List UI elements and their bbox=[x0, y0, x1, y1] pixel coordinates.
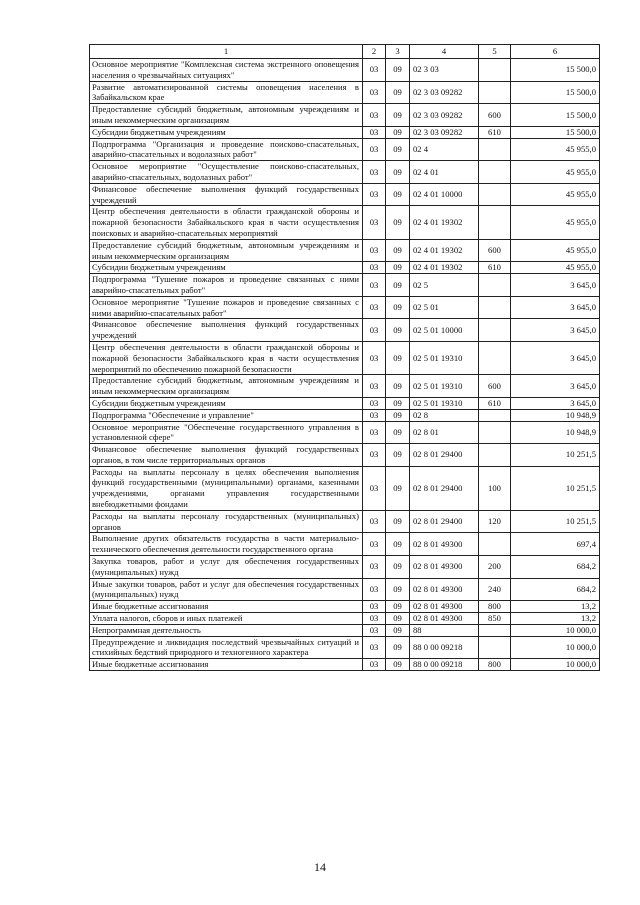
table-row bbox=[90, 81, 600, 104]
row-target-article: 02 8 01 49300 bbox=[410, 556, 479, 579]
row-name: Субсидии бюджетным учреждениям bbox=[90, 397, 363, 409]
row-target-article: 02 8 01 49300 bbox=[410, 613, 479, 625]
row-expense-type bbox=[479, 138, 511, 161]
row-amount: 3 645,0 bbox=[511, 341, 600, 374]
row-name: Субсидии бюджетным учреждениям bbox=[90, 126, 363, 138]
table-row bbox=[90, 397, 600, 409]
row-subsection: 09 bbox=[386, 444, 410, 467]
header-col-5: 5 bbox=[479, 45, 511, 59]
row-name: Центр обеспечения деятельности в области гражданской обороны и пожарной безопасности Забайкальского края в части осуществления поисковых и аварийно-спасательных мероприятий bbox=[90, 206, 363, 239]
table-row bbox=[90, 636, 600, 659]
row-name: Центр обеспечения деятельности в области гражданской обороны и пожарной безопасности Забайкальского края в части осуществления мероприятий по обеспечению пожарной безопасности bbox=[90, 341, 363, 374]
row-subsection: 09 bbox=[386, 533, 410, 556]
row-expense-type bbox=[479, 206, 511, 239]
row-target-article: 02 4 01 bbox=[410, 161, 479, 184]
budget-table bbox=[89, 44, 600, 671]
table-row bbox=[90, 296, 600, 319]
row-section: 03 bbox=[363, 397, 386, 409]
row-expense-type: 610 bbox=[479, 397, 511, 409]
row-name: Субсидии бюджетным учреждениям bbox=[90, 262, 363, 274]
row-subsection: 09 bbox=[386, 556, 410, 579]
row-section: 03 bbox=[363, 206, 386, 239]
row-name: Подпрограмма "Обеспечение и управление" bbox=[90, 409, 363, 421]
row-section: 03 bbox=[363, 239, 386, 262]
row-subsection: 09 bbox=[386, 341, 410, 374]
row-subsection: 09 bbox=[386, 636, 410, 659]
table-row bbox=[90, 239, 600, 262]
table-row bbox=[90, 601, 600, 613]
row-amount: 3 645,0 bbox=[511, 397, 600, 409]
row-target-article: 02 4 bbox=[410, 138, 479, 161]
row-section: 03 bbox=[363, 274, 386, 297]
row-expense-type: 610 bbox=[479, 262, 511, 274]
row-section: 03 bbox=[363, 341, 386, 374]
row-section: 03 bbox=[363, 375, 386, 398]
row-target-article: 02 4 01 19302 bbox=[410, 262, 479, 274]
row-amount: 10 948,9 bbox=[511, 409, 600, 421]
row-expense-type bbox=[479, 274, 511, 297]
row-section: 03 bbox=[363, 126, 386, 138]
row-name: Финансовое обеспечение выполнения функций государственных учреждений bbox=[90, 319, 363, 342]
row-section: 03 bbox=[363, 421, 386, 444]
row-expense-type: 850 bbox=[479, 613, 511, 625]
row-subsection: 09 bbox=[386, 466, 410, 510]
row-section: 03 bbox=[363, 556, 386, 579]
row-amount: 3 645,0 bbox=[511, 296, 600, 319]
row-name: Финансовое обеспечение выполнения функций государственных органов, в том числе территориальных органов bbox=[90, 444, 363, 467]
table-row bbox=[90, 262, 600, 274]
row-section: 03 bbox=[363, 81, 386, 104]
row-subsection: 09 bbox=[386, 421, 410, 444]
row-subsection: 09 bbox=[386, 601, 410, 613]
row-subsection: 09 bbox=[386, 126, 410, 138]
row-subsection: 09 bbox=[386, 59, 410, 82]
table-row bbox=[90, 510, 600, 533]
row-target-article: 02 3 03 09282 bbox=[410, 81, 479, 104]
row-target-article: 02 4 01 10000 bbox=[410, 183, 479, 206]
row-name: Основное мероприятие "Осуществление поисково-спасательных, аварийно-спасательных, водолазных работ" bbox=[90, 161, 363, 184]
row-section: 03 bbox=[363, 319, 386, 342]
row-name: Иные бюджетные ассигнования bbox=[90, 601, 363, 613]
row-amount: 45 955,0 bbox=[511, 239, 600, 262]
row-amount: 10 948,9 bbox=[511, 421, 600, 444]
row-target-article: 02 5 01 bbox=[410, 296, 479, 319]
row-target-article: 88 0 00 09218 bbox=[410, 659, 479, 671]
row-name: Предоставление субсидий бюджетным, автономным учреждениям и иным некоммерческим организациям bbox=[90, 239, 363, 262]
row-subsection: 09 bbox=[386, 510, 410, 533]
table-row bbox=[90, 624, 600, 636]
row-amount: 684,2 bbox=[511, 556, 600, 579]
row-name: Основное мероприятие "Комплексная система экстренного оповещения населения о чрезвычайных ситуациях" bbox=[90, 59, 363, 82]
row-name: Расходы на выплаты персоналу государственных (муниципальных) органов bbox=[90, 510, 363, 533]
row-name: Предоставление субсидий бюджетным, автономным учреждениям и иным некоммерческим организациям bbox=[90, 375, 363, 398]
table-row bbox=[90, 409, 600, 421]
row-expense-type bbox=[479, 421, 511, 444]
row-amount: 45 955,0 bbox=[511, 206, 600, 239]
row-expense-type bbox=[479, 409, 511, 421]
row-section: 03 bbox=[363, 636, 386, 659]
row-amount: 3 645,0 bbox=[511, 274, 600, 297]
budget-table-sheet bbox=[89, 44, 599, 671]
row-target-article: 02 8 01 29400 bbox=[410, 444, 479, 467]
row-section: 03 bbox=[363, 409, 386, 421]
table-row bbox=[90, 138, 600, 161]
row-name: Основное мероприятие "Тушение пожаров и проведение связанных с ними аварийно-спасательных работ" bbox=[90, 296, 363, 319]
row-amount: 45 955,0 bbox=[511, 161, 600, 184]
row-name: Иные бюджетные ассигнования bbox=[90, 659, 363, 671]
row-subsection: 09 bbox=[386, 161, 410, 184]
table-row bbox=[90, 375, 600, 398]
row-subsection: 09 bbox=[386, 138, 410, 161]
row-section: 03 bbox=[363, 613, 386, 625]
row-name: Развитие автоматизированной системы оповещения населения в Забайкальском крае bbox=[90, 81, 363, 104]
table-row bbox=[90, 556, 600, 579]
row-amount: 684,2 bbox=[511, 578, 600, 601]
table-row bbox=[90, 341, 600, 374]
row-expense-type bbox=[479, 636, 511, 659]
row-target-article: 02 8 bbox=[410, 409, 479, 421]
row-target-article: 02 8 01 49300 bbox=[410, 533, 479, 556]
row-section: 03 bbox=[363, 183, 386, 206]
row-target-article: 88 0 00 09218 bbox=[410, 636, 479, 659]
row-expense-type: 600 bbox=[479, 104, 511, 127]
header-col-4: 4 bbox=[410, 45, 479, 59]
row-section: 03 bbox=[363, 624, 386, 636]
table-row bbox=[90, 274, 600, 297]
row-expense-type bbox=[479, 341, 511, 374]
row-section: 03 bbox=[363, 601, 386, 613]
row-expense-type: 600 bbox=[479, 239, 511, 262]
row-target-article: 02 3 03 bbox=[410, 59, 479, 82]
row-target-article: 02 5 bbox=[410, 274, 479, 297]
table-row bbox=[90, 444, 600, 467]
row-amount: 10 000,0 bbox=[511, 659, 600, 671]
row-amount: 3 645,0 bbox=[511, 319, 600, 342]
table-row bbox=[90, 104, 600, 127]
header-col-3: 3 bbox=[386, 45, 410, 59]
row-target-article: 02 5 01 19310 bbox=[410, 375, 479, 398]
row-name: Закупка товаров, работ и услуг для обеспечения государственных (муниципальных) нужд bbox=[90, 556, 363, 579]
row-expense-type: 610 bbox=[479, 126, 511, 138]
table-header-row bbox=[90, 45, 600, 59]
row-subsection: 09 bbox=[386, 409, 410, 421]
page-number: 14 bbox=[314, 860, 326, 874]
row-amount: 10 000,0 bbox=[511, 636, 600, 659]
row-subsection: 09 bbox=[386, 262, 410, 274]
row-expense-type: 600 bbox=[479, 375, 511, 398]
header-col-1: 1 bbox=[90, 45, 363, 59]
row-name: Подпрограмма "Организация и проведение поисково-спасательных, аварийно-спасательных и водолазных работ" bbox=[90, 138, 363, 161]
row-target-article: 02 8 01 bbox=[410, 421, 479, 444]
table-row bbox=[90, 466, 600, 510]
row-target-article: 02 3 03 09282 bbox=[410, 126, 479, 138]
header-col-2: 2 bbox=[363, 45, 386, 59]
row-amount: 45 955,0 bbox=[511, 138, 600, 161]
row-expense-type bbox=[479, 161, 511, 184]
row-section: 03 bbox=[363, 659, 386, 671]
row-section: 03 bbox=[363, 296, 386, 319]
row-expense-type: 800 bbox=[479, 601, 511, 613]
row-section: 03 bbox=[363, 161, 386, 184]
table-row bbox=[90, 659, 600, 671]
row-amount: 13,2 bbox=[511, 601, 600, 613]
row-expense-type: 100 bbox=[479, 466, 511, 510]
table-row bbox=[90, 319, 600, 342]
header-col-6: 6 bbox=[511, 45, 600, 59]
row-expense-type bbox=[479, 59, 511, 82]
table-row bbox=[90, 613, 600, 625]
row-name: Основное мероприятие "Обеспечение государственного управления в установленной сфере" bbox=[90, 421, 363, 444]
row-expense-type bbox=[479, 624, 511, 636]
row-amount: 15 500,0 bbox=[511, 104, 600, 127]
row-amount: 10 251,5 bbox=[511, 444, 600, 467]
row-name: Непрограммная деятельность bbox=[90, 624, 363, 636]
row-subsection: 09 bbox=[386, 397, 410, 409]
row-amount: 13,2 bbox=[511, 613, 600, 625]
row-subsection: 09 bbox=[386, 104, 410, 127]
row-target-article: 02 3 03 09282 bbox=[410, 104, 479, 127]
row-target-article: 02 5 01 19310 bbox=[410, 397, 479, 409]
row-subsection: 09 bbox=[386, 375, 410, 398]
row-section: 03 bbox=[363, 533, 386, 556]
table-body bbox=[90, 59, 600, 671]
row-name: Выполнение других обязательств государства в части материально-технического обеспечения деятельности государственного органа bbox=[90, 533, 363, 556]
row-subsection: 09 bbox=[386, 659, 410, 671]
row-amount: 15 500,0 bbox=[511, 59, 600, 82]
row-amount: 15 500,0 bbox=[511, 81, 600, 104]
row-expense-type: 800 bbox=[479, 659, 511, 671]
table-row bbox=[90, 421, 600, 444]
row-section: 03 bbox=[363, 444, 386, 467]
row-expense-type bbox=[479, 81, 511, 104]
row-subsection: 09 bbox=[386, 206, 410, 239]
row-target-article: 02 8 01 29400 bbox=[410, 510, 479, 533]
table-row bbox=[90, 578, 600, 601]
row-expense-type: 200 bbox=[479, 556, 511, 579]
row-target-article: 88 bbox=[410, 624, 479, 636]
row-expense-type bbox=[479, 319, 511, 342]
row-subsection: 09 bbox=[386, 319, 410, 342]
row-section: 03 bbox=[363, 510, 386, 533]
row-subsection: 09 bbox=[386, 613, 410, 625]
row-section: 03 bbox=[363, 578, 386, 601]
row-amount: 697,4 bbox=[511, 533, 600, 556]
table-row bbox=[90, 183, 600, 206]
row-amount: 15 500,0 bbox=[511, 126, 600, 138]
row-name: Предупреждение и ликвидация последствий чрезвычайных ситуаций и стихийных бедствий природного и техногенного характера bbox=[90, 636, 363, 659]
row-expense-type: 120 bbox=[479, 510, 511, 533]
row-target-article: 02 8 01 29400 bbox=[410, 466, 479, 510]
row-amount: 45 955,0 bbox=[511, 183, 600, 206]
row-target-article: 02 4 01 19302 bbox=[410, 239, 479, 262]
table-row bbox=[90, 161, 600, 184]
row-target-article: 02 8 01 49300 bbox=[410, 578, 479, 601]
row-amount: 3 645,0 bbox=[511, 375, 600, 398]
row-section: 03 bbox=[363, 138, 386, 161]
row-amount: 45 955,0 bbox=[511, 262, 600, 274]
row-subsection: 09 bbox=[386, 578, 410, 601]
row-target-article: 02 4 01 19302 bbox=[410, 206, 479, 239]
row-name: Финансовое обеспечение выполнения функций государственных учреждений bbox=[90, 183, 363, 206]
row-name: Иные закупки товаров, работ и услуг для обеспечения государственных (муниципальных) нужд bbox=[90, 578, 363, 601]
row-expense-type: 240 bbox=[479, 578, 511, 601]
table-row bbox=[90, 59, 600, 82]
row-subsection: 09 bbox=[386, 81, 410, 104]
row-name: Подпрограмма "Тушение пожаров и проведение связанных с ними аварийно-спасательных работ" bbox=[90, 274, 363, 297]
row-name: Уплата налогов, сборов и иных платежей bbox=[90, 613, 363, 625]
row-name: Расходы на выплаты персоналу в целях обеспечения выполнения функций государственными (муниципальными) органами, казенными учреждениями, органами управления государственными внебюджетными фондами bbox=[90, 466, 363, 510]
row-expense-type bbox=[479, 296, 511, 319]
row-subsection: 09 bbox=[386, 624, 410, 636]
row-target-article: 02 8 01 49300 bbox=[410, 601, 479, 613]
row-name: Предоставление субсидий бюджетным, автономным учреждениям и иным некоммерческим организациям bbox=[90, 104, 363, 127]
row-section: 03 bbox=[363, 262, 386, 274]
row-subsection: 09 bbox=[386, 183, 410, 206]
table-row bbox=[90, 126, 600, 138]
row-subsection: 09 bbox=[386, 296, 410, 319]
row-subsection: 09 bbox=[386, 274, 410, 297]
row-expense-type bbox=[479, 183, 511, 206]
row-amount: 10 000,0 bbox=[511, 624, 600, 636]
table-row bbox=[90, 533, 600, 556]
row-expense-type bbox=[479, 533, 511, 556]
row-section: 03 bbox=[363, 104, 386, 127]
row-target-article: 02 5 01 10000 bbox=[410, 319, 479, 342]
row-amount: 10 251,5 bbox=[511, 510, 600, 533]
row-section: 03 bbox=[363, 466, 386, 510]
row-expense-type bbox=[479, 444, 511, 467]
row-subsection: 09 bbox=[386, 239, 410, 262]
row-amount: 10 251,5 bbox=[511, 466, 600, 510]
row-section: 03 bbox=[363, 59, 386, 82]
row-target-article: 02 5 01 19310 bbox=[410, 341, 479, 374]
table-row bbox=[90, 206, 600, 239]
